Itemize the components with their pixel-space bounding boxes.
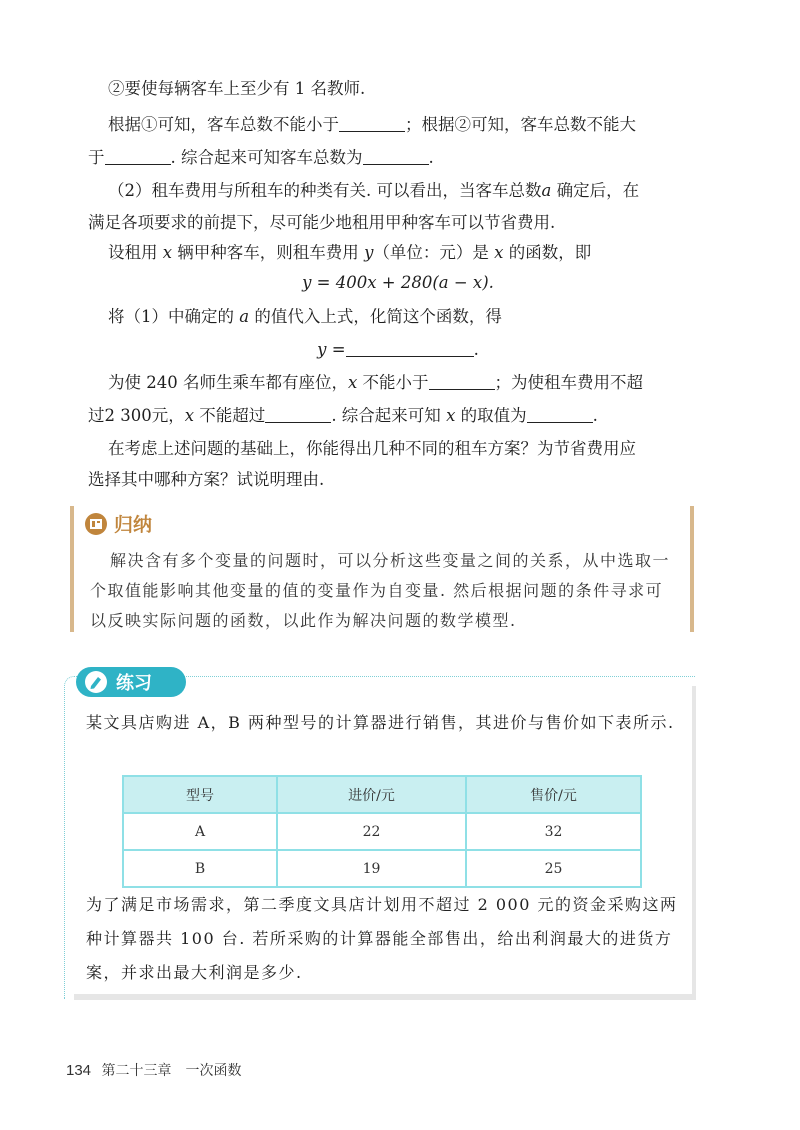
- answer-blank[interactable]: [339, 113, 405, 132]
- paragraph-question: 在考虑上述问题的基础上，你能得出几种不同的租车方案？为节省费用应: [108, 439, 636, 458]
- paragraph-bus-count-cont: 于 . 综合起来可知客车总数为 .: [88, 148, 434, 167]
- page-footer: [66, 1060, 241, 1080]
- exercise-intro: 某文具店购进 A，B 两种型号的计算器进行销售，其进价与售价如下表所示.: [86, 713, 675, 732]
- summary-title: 归纳: [114, 514, 153, 536]
- paragraph-cost-intro-cont: 满足各项要求的前提下，尽可能少地租用甲种客车可以节省费用.: [88, 213, 556, 232]
- summary-left-bar: [70, 506, 74, 632]
- table-cell: 25: [466, 850, 641, 887]
- table-cell: 22: [277, 813, 466, 850]
- summary-box: [70, 506, 694, 632]
- paragraph-range: 为使 240 名师生乘车都有座位，x 不能小于 ；为使租车费用不超: [108, 373, 644, 392]
- answer-blank[interactable]: [265, 404, 331, 423]
- formula-cost: y = 400x + 280(a − x).: [302, 273, 494, 292]
- table-header-cell: 进价/元: [277, 776, 466, 813]
- paragraph-range-cont: 过2 300元，x 不能超过 . 综合起来可知 x 的取值为 .: [88, 406, 598, 425]
- page-number: 134: [66, 1062, 92, 1079]
- summary-body: 解决含有多个变量的问题时，可以分析这些变量之间的关系，从中选取一个取值能影响其他变量的值的变量作为自变量. 然后根据问题的条件寻求可以反映实际问题的函数，以此作为解决问题的数学模型.: [90, 551, 671, 630]
- summary-header: [84, 510, 152, 537]
- answer-blank[interactable]: [346, 338, 474, 357]
- table-row: [123, 813, 641, 850]
- paragraph-cost-intro: （2）租车费用与所租车的种类有关. 可以看出，当客车总数a 确定后，在: [108, 181, 640, 200]
- exercise-question: 为了满足市场需求，第二季度文具店计划用不超过 2 000 元的资金采购这两种计算器共 100 台. 若所采购的计算器能全部售出，给出利润最大的进货方案，并求出最大利润是多少.: [86, 895, 678, 982]
- chapter-title: 第二十三章 一次函数: [101, 1063, 242, 1079]
- answer-blank[interactable]: [363, 146, 429, 165]
- table-cell: A: [123, 813, 277, 850]
- price-table: [122, 775, 642, 888]
- table-cell: 32: [466, 813, 641, 850]
- summary-book-icon: [84, 512, 108, 536]
- paragraph-condition-2: ②要使每辆客车上至少有 1 名教师.: [108, 79, 366, 98]
- summary-right-bar: [690, 506, 694, 632]
- answer-blank[interactable]: [527, 404, 593, 423]
- exercise-pencil-icon: [84, 670, 108, 694]
- table-header-cell: 售价/元: [466, 776, 641, 813]
- answer-blank[interactable]: [429, 371, 495, 390]
- exercise-title: 练习: [116, 673, 152, 694]
- table-cell: 19: [277, 850, 466, 887]
- paragraph-substitute: 将（1）中确定的 a 的值代入上式，化简这个函数，得: [108, 307, 502, 326]
- paragraph-question-cont: 选择其中哪种方案？试说明理由.: [88, 470, 325, 489]
- paragraph-bus-count: 根据①可知，客车总数不能小于 ；根据②可知，客车总数不能大: [108, 115, 636, 134]
- paragraph-function-def: 设租用 x 辆甲种客车，则租车费用 y（单位：元）是 x 的函数，即: [108, 243, 592, 262]
- table-row: [123, 850, 641, 887]
- exercise-tab: [76, 667, 186, 697]
- answer-blank[interactable]: [105, 146, 171, 165]
- table-cell: B: [123, 850, 277, 887]
- table-header-cell: 型号: [123, 776, 277, 813]
- formula-simplified: y = .: [317, 340, 479, 359]
- table-header-row: [123, 776, 641, 813]
